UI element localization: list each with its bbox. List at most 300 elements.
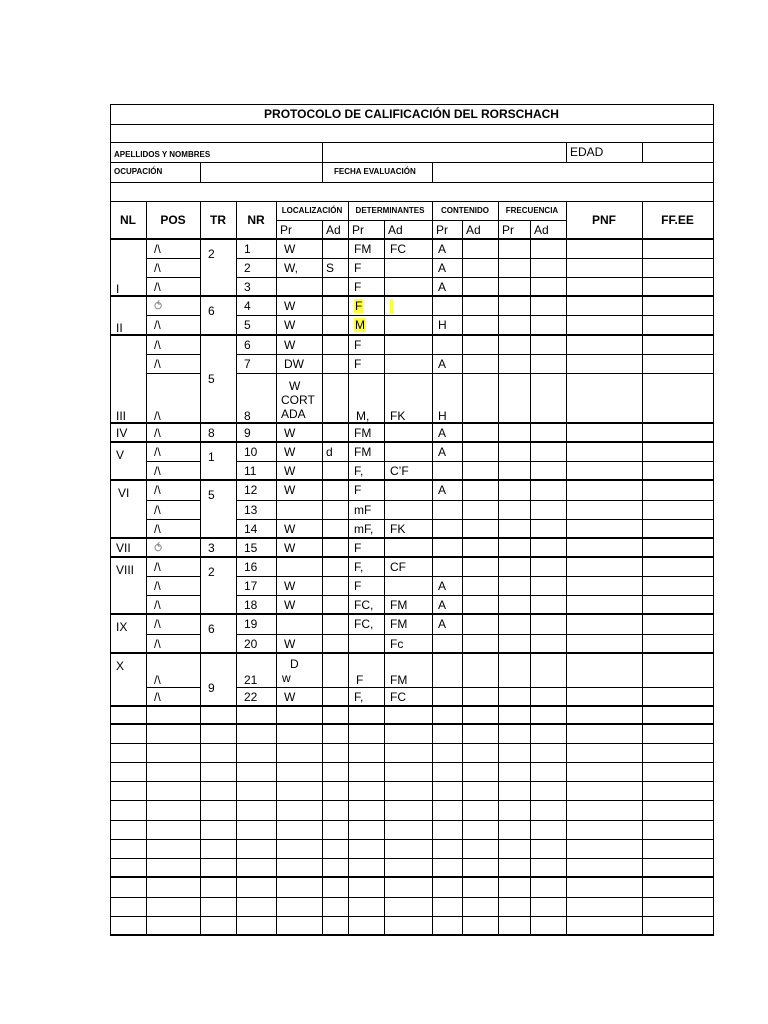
cell-text: II [116, 321, 123, 335]
cell-text: FC [390, 689, 406, 704]
cell-text: /\ [154, 673, 161, 687]
loc-pr-cell [276, 461, 322, 480]
caret-icon [146, 258, 200, 277]
cell-text: ⥀ [154, 540, 163, 555]
tr-cell-3 [200, 335, 236, 423]
rotation-icon [146, 296, 200, 315]
cell-text: A [438, 578, 447, 593]
cell-text: X [116, 659, 125, 673]
det-ad-cell [384, 519, 432, 538]
cont-pr-cell [432, 277, 462, 296]
cell-text-line: ADA [281, 407, 306, 421]
cell-text: 21 [244, 673, 258, 687]
cell-text: W, [284, 260, 298, 275]
grid-line [276, 706, 277, 936]
highlight-mark [390, 299, 393, 313]
det-pr-cell [348, 461, 384, 480]
header-determinantes [348, 201, 432, 220]
grid-line [566, 239, 567, 707]
cell-text: /\ [154, 260, 161, 275]
cont-pr-cell [432, 557, 462, 576]
grid-line [200, 706, 201, 936]
cell-text: /\ [154, 483, 161, 497]
cell-text: A [438, 241, 447, 256]
cell-text: H [438, 409, 447, 423]
header-pos [146, 201, 200, 239]
grid-line [642, 142, 643, 163]
loc-ad-cell [322, 653, 348, 687]
rotation-icon [146, 538, 200, 557]
nl-cell-6 [110, 480, 146, 538]
loc-pr-cell [276, 634, 322, 653]
loc-ad-cell [322, 557, 348, 576]
caret-icon [146, 335, 200, 354]
header-ffee [642, 201, 713, 239]
cell-text: F [354, 337, 362, 352]
cell-text: F [354, 260, 362, 275]
tr-cell-2 [200, 296, 236, 335]
cell-text: CONTENIDO [441, 205, 489, 215]
cell-text: A [438, 597, 447, 612]
loc-pr-cell [276, 500, 322, 519]
grid-line [462, 239, 463, 707]
caret-icon [146, 557, 200, 576]
det-ad-cell [384, 239, 432, 258]
caret-icon [146, 442, 200, 461]
cont-pr-cell [432, 373, 462, 423]
grid-line [462, 706, 463, 936]
cell-text: d [326, 444, 333, 459]
nr-cell [236, 423, 276, 442]
nl-cell-4 [110, 423, 146, 442]
grid-line [384, 706, 385, 936]
det-ad-cell [384, 687, 432, 706]
caret-icon [146, 480, 200, 500]
cell-text: OCUPACIÓN [114, 167, 163, 176]
cell-text: 2 [208, 247, 215, 261]
cell-text: I [116, 282, 120, 296]
cell-text: III [116, 409, 127, 423]
cell-text: 5 [208, 372, 215, 386]
cell-text: Pr [436, 222, 448, 237]
cont-pr-cell [432, 595, 462, 614]
cell-text: A [438, 444, 447, 459]
header-frecuencia [498, 201, 566, 220]
nr-cell [236, 687, 276, 706]
loc-ad-cell [322, 480, 348, 500]
loc-ad-cell [322, 354, 348, 373]
caret-icon [146, 614, 200, 634]
cell-text: /\ [154, 337, 161, 352]
cell-text: FF.EE [661, 213, 694, 227]
nl-cell-5 [110, 442, 146, 480]
cell-text: IX [116, 620, 128, 634]
cell-text: 6 [208, 622, 215, 636]
cell-text: /\ [154, 425, 161, 440]
det-ad-cell [384, 354, 432, 373]
cell-text: DW [284, 356, 304, 371]
cell-text: F [354, 483, 362, 497]
cell-text: H [438, 318, 447, 332]
header-nr [236, 201, 276, 239]
cont-pr-cell [432, 634, 462, 653]
nr-cell [236, 373, 276, 423]
cell-text: A [438, 483, 447, 497]
cell-text-line: w [282, 671, 291, 685]
nl-cell-3 [110, 335, 146, 423]
loc-pr-cell [276, 576, 322, 595]
det-pr-cell [348, 296, 384, 315]
cell-text: FM [354, 425, 372, 440]
loc-pr-cell [276, 480, 322, 500]
header-pnf [566, 201, 642, 239]
nr-cell [236, 653, 276, 687]
det-ad-cell [384, 576, 432, 595]
cell-text: A [438, 617, 447, 631]
loc-ad-cell [322, 239, 348, 258]
cell-text: FC [390, 241, 406, 256]
loc-pr-cell [276, 519, 322, 538]
grid-line [236, 706, 237, 936]
cell-text: C’F [390, 463, 409, 478]
det-pr-cell [348, 239, 384, 258]
nr-cell [236, 442, 276, 461]
cell-text: M, [356, 409, 370, 423]
cell-text: VI [118, 486, 130, 500]
det-ad-cell [384, 557, 432, 576]
cont-pr-cell [432, 315, 462, 335]
det-ad-cell [384, 258, 432, 277]
det-pr-cell [348, 595, 384, 614]
cell-text: 17 [244, 578, 258, 593]
edad-label [566, 142, 642, 162]
det-ad-cell [384, 335, 432, 354]
cont-pr-cell [432, 423, 462, 442]
cell-text: PROTOCOLO DE CALIFICACIÓN DEL RORSCHACH [264, 107, 559, 121]
cell-text: M [355, 318, 365, 332]
cell-text: V [116, 448, 125, 462]
cell-text: POS [160, 213, 186, 227]
det-pr-cell [348, 653, 384, 687]
cell-text: A [438, 260, 447, 275]
cont-pr-cell [432, 442, 462, 461]
cell-text: FM [390, 617, 408, 631]
det-pr-cell [348, 373, 384, 423]
loc-ad-cell [322, 258, 348, 277]
loc-ad-cell [322, 423, 348, 442]
cont-pr-cell [432, 500, 462, 519]
cont-pr-cell [432, 354, 462, 373]
cont-pr-cell [432, 614, 462, 634]
loc-pr-cell [276, 595, 322, 614]
det-pr-cell [348, 423, 384, 442]
loc-pr-cell [276, 239, 322, 258]
cell-text: 6 [244, 337, 251, 352]
det-ad-cell [384, 277, 432, 296]
nr-cell [236, 315, 276, 335]
cell-text: mF [354, 502, 372, 517]
loc-pr-cell [276, 557, 322, 576]
tr-cell-10 [200, 653, 236, 706]
cell-text: Pr [352, 222, 364, 237]
loc-ad-cell [322, 538, 348, 557]
header-sub-pr [276, 220, 322, 239]
cell-text: Ad [388, 222, 403, 237]
nr-cell [236, 258, 276, 277]
ocupacion-label [110, 162, 200, 182]
det-pr-cell [348, 354, 384, 373]
cell-text: 8 [208, 426, 215, 440]
nl-cell-7 [110, 538, 146, 557]
cell-text: /\ [154, 444, 161, 459]
det-pr-cell [348, 335, 384, 354]
caret-icon [146, 595, 200, 614]
cell-text: 5 [208, 488, 215, 502]
cell-text: 10 [244, 444, 258, 459]
nr-cell [236, 461, 276, 480]
cell-text: TR [210, 213, 226, 227]
cell-text: W [284, 444, 296, 459]
cell-text: FC, [354, 597, 374, 612]
loc-pr-cell [276, 614, 322, 634]
cell-text: VIII [116, 563, 135, 577]
grid-line [200, 162, 201, 183]
cell-text: /\ [154, 597, 161, 612]
grid-line [566, 706, 567, 936]
det-pr-cell [348, 500, 384, 519]
cont-pr-cell [432, 519, 462, 538]
nr-cell [236, 576, 276, 595]
grid-line [348, 706, 349, 936]
grid-line [530, 239, 531, 707]
loc-ad-cell [322, 519, 348, 538]
nl-cell-2 [110, 296, 146, 335]
cell-text: Fc [390, 636, 404, 651]
cell-text: NR [247, 213, 265, 227]
cell-text: 20 [244, 636, 258, 651]
cell-text: W [284, 689, 296, 704]
det-pr-cell [348, 557, 384, 576]
nr-cell [236, 277, 276, 296]
cell-text: W [284, 540, 296, 555]
det-ad-cell [384, 461, 432, 480]
nr-cell [236, 519, 276, 538]
grid-line [432, 706, 433, 936]
loc-pr-cell [276, 653, 322, 687]
det-ad-cell [384, 538, 432, 557]
cell-text: DETERMINANTES [355, 205, 425, 215]
grid-line [530, 706, 531, 936]
cell-text: 3 [244, 279, 251, 294]
cell-text: /\ [154, 318, 161, 332]
cell-text: NL [120, 213, 136, 227]
cell-text: W [284, 337, 296, 352]
cell-text: /\ [154, 241, 161, 256]
cell-text: 9 [208, 680, 215, 695]
cell-text: 22 [244, 689, 258, 704]
cell-text: W [284, 636, 296, 651]
cell-text: /\ [154, 502, 161, 517]
cell-text: F [354, 356, 362, 371]
caret-icon [146, 423, 200, 442]
det-ad-cell [384, 480, 432, 500]
nr-cell [236, 239, 276, 258]
cell-text: A [438, 279, 447, 294]
cell-text: IV [116, 425, 128, 440]
cell-text: FM [354, 241, 372, 256]
cell-text: APELLIDOS Y NOMBRES [114, 150, 211, 159]
grid-line [322, 706, 323, 936]
caret-icon [146, 634, 200, 653]
cell-text: Ad [534, 222, 549, 237]
det-pr-cell [348, 258, 384, 277]
cell-text: W [284, 521, 296, 536]
cell-text: PNF [592, 213, 616, 227]
cell-text: F [354, 540, 362, 555]
loc-pr-cell [276, 538, 322, 557]
nr-cell [236, 480, 276, 500]
header-sub-ad [384, 220, 432, 239]
det-pr-cell [348, 576, 384, 595]
caret-icon [146, 576, 200, 595]
cell-text: 1 [208, 450, 215, 464]
cell-text: W [284, 425, 296, 440]
loc-pr-cell [276, 423, 322, 442]
cell-text: /\ [154, 409, 161, 423]
cell-text-line: W [289, 379, 301, 393]
header-localizacion [276, 201, 348, 220]
nr-cell [236, 595, 276, 614]
grid-line [432, 162, 433, 183]
cell-text: 15 [244, 540, 258, 555]
cell-text: Pr [502, 222, 514, 237]
header-tr [200, 201, 236, 239]
cell-text: 14 [244, 521, 258, 536]
cell-text: EDAD [570, 145, 604, 159]
tr-cell-9 [200, 614, 236, 653]
loc-ad-cell [322, 315, 348, 335]
header-sub-pr [432, 220, 462, 239]
loc-ad-cell [322, 595, 348, 614]
cell-text: W [284, 318, 296, 332]
cell-text: /\ [154, 689, 161, 704]
loc-pr-cell [276, 335, 322, 354]
nl-cell-9 [110, 614, 146, 653]
loc-pr-cell [276, 442, 322, 461]
loc-ad-cell [322, 277, 348, 296]
loc-ad-cell [322, 335, 348, 354]
loc-ad-cell [322, 296, 348, 315]
cell-text: /\ [154, 279, 161, 294]
cell-text: W [284, 298, 296, 313]
cell-text: 6 [208, 304, 215, 318]
det-ad-cell [384, 595, 432, 614]
nl-cell-10 [110, 653, 146, 706]
cell-text: A [438, 425, 447, 440]
caret-icon [146, 373, 200, 423]
cell-text: 2 [208, 565, 215, 579]
det-ad-cell [384, 315, 432, 335]
cell-text: 7 [244, 356, 251, 371]
header-sub-ad [322, 220, 348, 239]
nr-cell [236, 634, 276, 653]
nr-cell [236, 335, 276, 354]
cell-text: /\ [154, 636, 161, 651]
caret-icon [146, 687, 200, 706]
cell-text: FM [390, 673, 408, 687]
loc-ad-cell [322, 614, 348, 634]
cell-text: W [284, 597, 296, 612]
det-ad-cell [384, 653, 432, 687]
cell-text: 8 [244, 409, 251, 423]
cell-text: W [284, 463, 296, 478]
det-ad-cell [384, 442, 432, 461]
det-ad-cell [384, 634, 432, 653]
grid-line [110, 934, 714, 936]
grid-line [642, 706, 643, 936]
caret-icon [146, 653, 200, 687]
cell-text: F [356, 673, 364, 687]
cell-text: CF [390, 559, 406, 574]
cell-text: 16 [244, 559, 258, 574]
apellidos-label [110, 142, 322, 162]
det-ad-cell [384, 500, 432, 519]
cont-pr-cell [432, 461, 462, 480]
loc-ad-cell [322, 442, 348, 461]
cell-text: F, [354, 463, 364, 478]
cell-text: FM [354, 444, 372, 459]
cell-text: /\ [154, 463, 161, 478]
cell-text: mF, [354, 521, 374, 536]
nr-cell [236, 500, 276, 519]
cell-text: 1 [244, 241, 251, 256]
cell-text: Ad [326, 222, 341, 237]
loc-ad-cell [322, 461, 348, 480]
cell-text: F [355, 298, 363, 313]
caret-icon [146, 519, 200, 538]
det-pr-cell [348, 442, 384, 461]
cell-text: VII [116, 540, 131, 555]
cell-text: 12 [244, 483, 258, 497]
cell-text: 18 [244, 597, 258, 612]
loc-pr-cell [276, 277, 322, 296]
cell-text: ⥀ [154, 298, 163, 313]
cell-text: 13 [244, 502, 258, 517]
cell-text: S [326, 260, 335, 275]
det-pr-cell [348, 687, 384, 706]
cell-text: 19 [244, 617, 258, 631]
cont-pr-cell [432, 239, 462, 258]
det-pr-cell [348, 277, 384, 296]
tr-cell-8 [200, 557, 236, 614]
loc-ad-cell [322, 373, 348, 423]
cont-pr-cell [432, 538, 462, 557]
det-ad-cell [384, 373, 432, 423]
det-ad-cell [384, 423, 432, 442]
cell-text-line: D [290, 657, 299, 671]
det-pr-cell [348, 538, 384, 557]
caret-icon [146, 461, 200, 480]
tr-cell-1 [200, 239, 236, 296]
header-sub-pr [348, 220, 384, 239]
cont-pr-cell [432, 653, 462, 687]
det-pr-cell [348, 634, 384, 653]
cell-text: FECHA EVALUACIÓN [334, 167, 416, 176]
cont-pr-cell [432, 296, 462, 315]
cell-text-line: CORT [281, 393, 315, 407]
grid-line [498, 239, 499, 707]
grid-line [110, 124, 714, 125]
